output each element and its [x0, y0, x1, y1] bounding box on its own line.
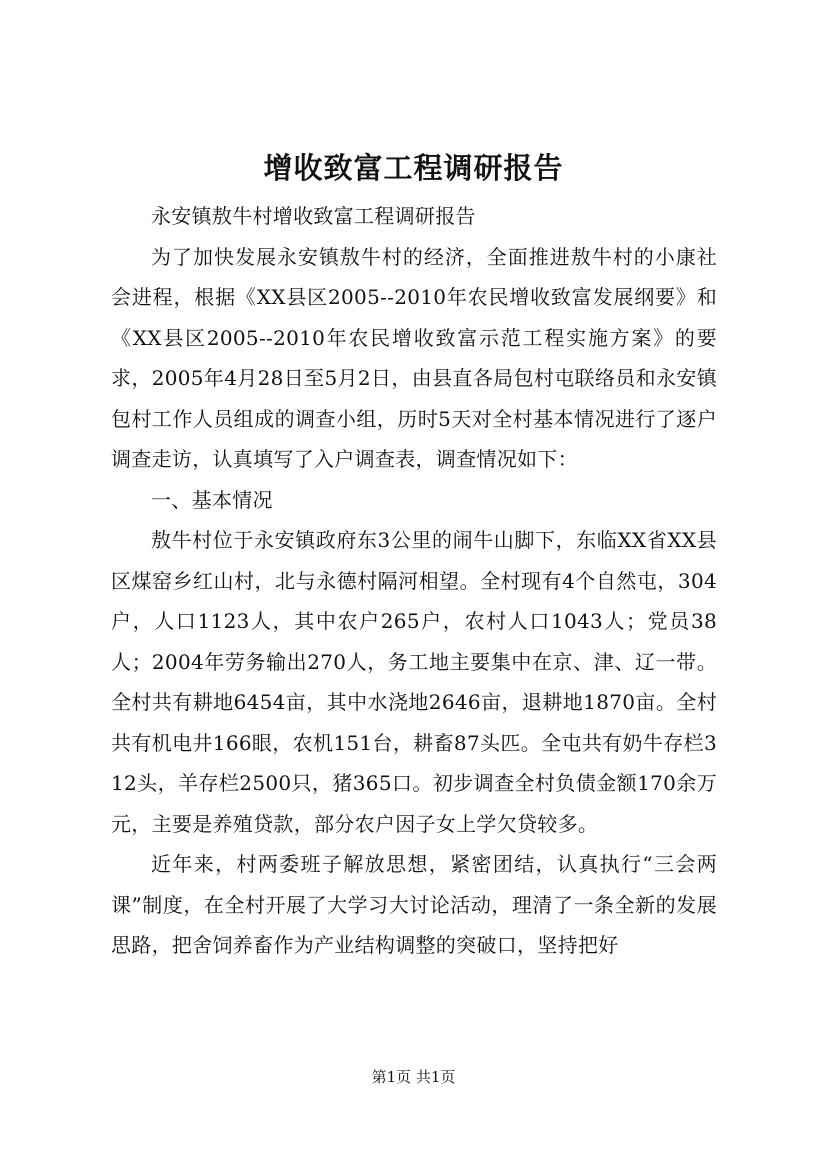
section-heading: 一、基本情况 [151, 487, 273, 512]
basic-info-paragraph: 敖牛村位于永安镇政府东3公里的闹牛山脚下，东临XX省XX县区煤窑乡红山村，北与永德村隔河相望。全村现有4个自然屯，304户，人口1123人，其中农户265户，农村人口1043人；党员38人；2004年劳务输出270人，务工地主要集中在京、津、辽一带。全村共有耕地6454亩，其中水浇地2646亩，退耕地1870亩。全村共有机电井166眼，农机151台，耕畜87头匹。全屯共有奶牛存栏312头，羊存栏2500只，猪365口。初步调查全村负债金额170余万元，主要是养殖贷款，部分农户因子女上学欠贷较多。 [111, 528, 717, 836]
document-title: 增收致富工程调研报告 [263, 151, 564, 185]
page-footer: 第1页 共1页 [371, 1068, 456, 1086]
intro-paragraph: 为了加快发展永安镇敖牛村的经济，全面推进敖牛村的小康社会进程，根据《XX县区2005--2010年农民增收致富发展纲要》和《XX县区2005--2010年农民增收致富示范工程实施方案》的要求，2005年4月28日至5月2日，由县直各局包村屯联络员和永安镇包村工作人员组成的调查小组，历时5天对全村基本情况进行了逐户调查走访，认真填写了入户调查表，调查情况如下： [111, 244, 717, 471]
document-body [111, 196, 717, 966]
recent-years-paragraph: 近年来，村两委班子解放思想，紧密团结，认真执行“三会两课”制度，在全村开展了大学习大讨论活动，理清了一条全新的发展思路，把舍饲养畜作为产业结构调整的突破口，坚持把好 [111, 852, 717, 957]
subtitle-paragraph: 永安镇敖牛村增收致富工程调研报告 [151, 204, 476, 228]
